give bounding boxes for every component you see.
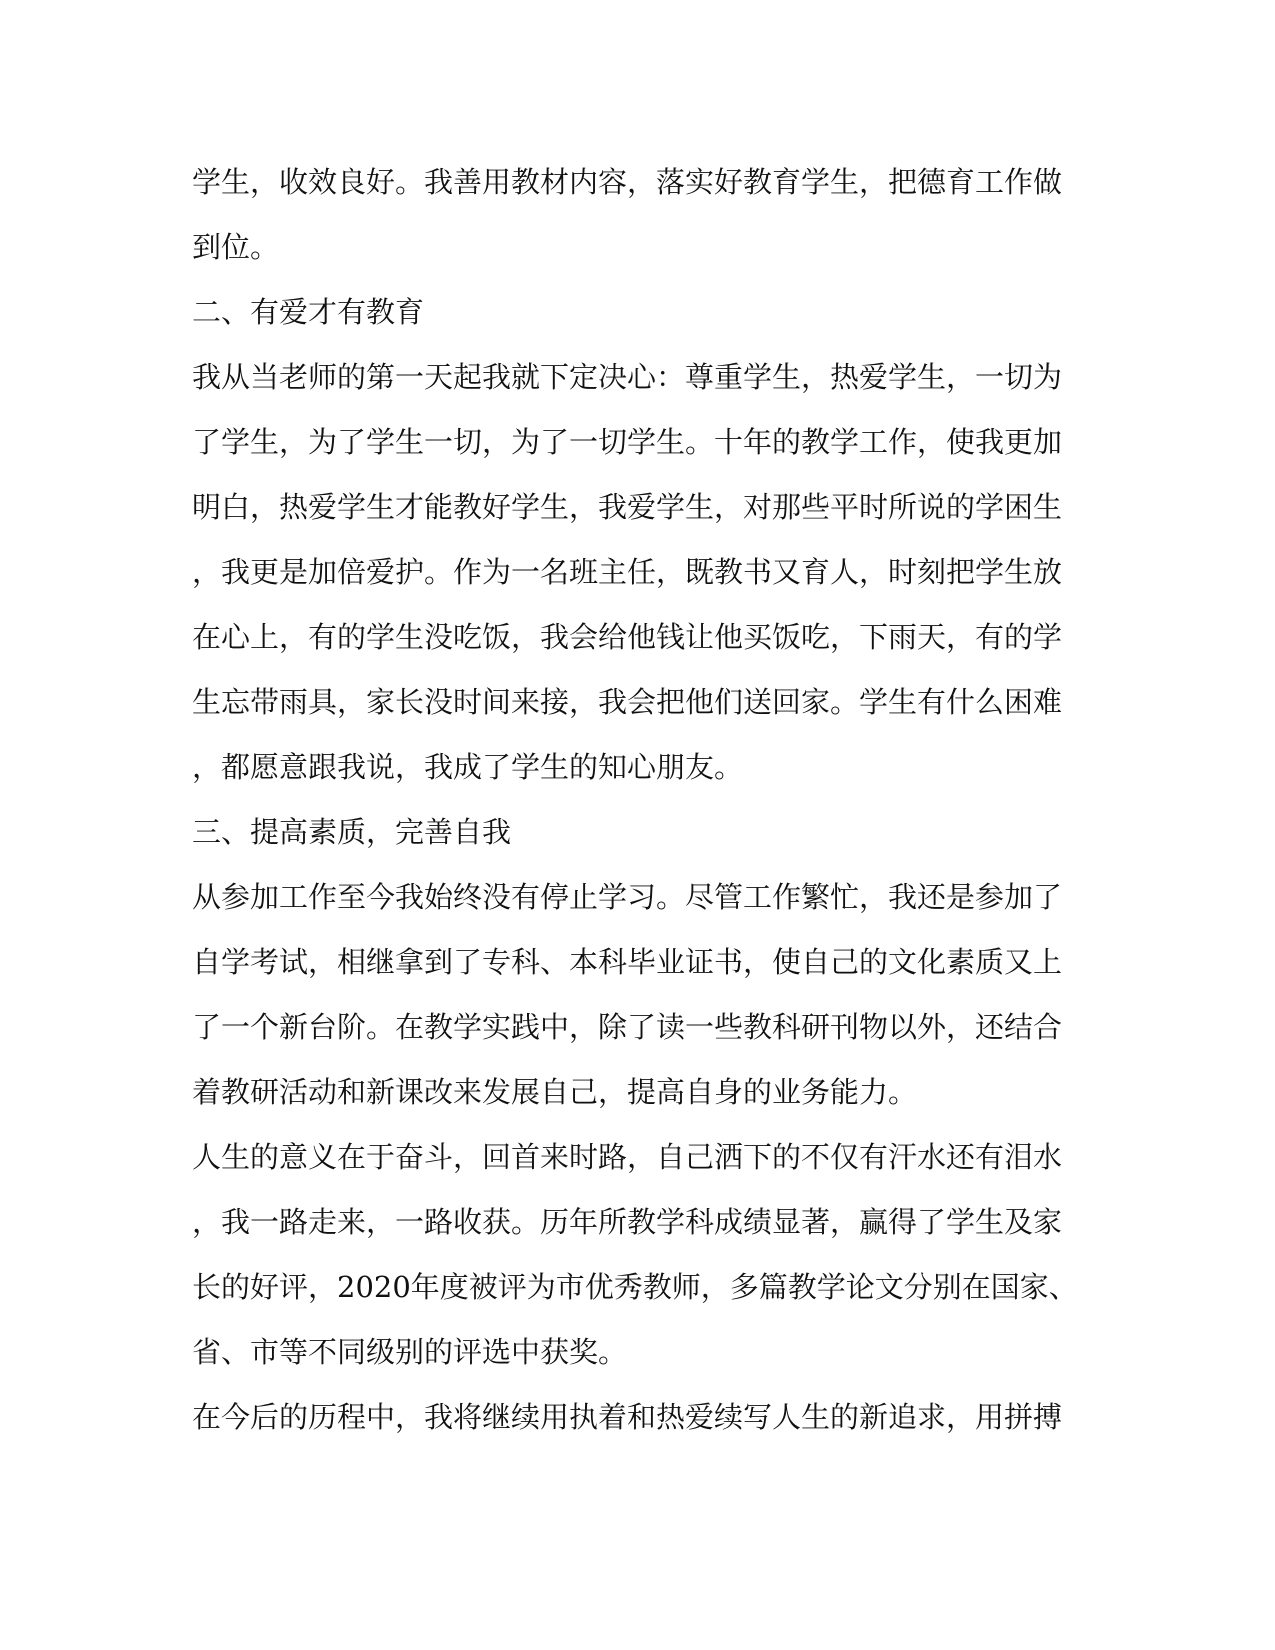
text-line: 着教研活动和新课改来发展自己，提高自身的业务能力。: [192, 1075, 918, 1109]
document-body: [192, 150, 1092, 1450]
section-heading: 二、有爱才有教育: [192, 295, 425, 329]
text-line: 在今后的历程中，我将继续用执着和热爱续写人生的新追求，用拼搏: [192, 1400, 1063, 1434]
text-line: 在心上，有的学生没吃饭，我会给他钱让他买饭吃，下雨天，有的学: [192, 620, 1063, 654]
text-line: 人生的意义在于奋斗，回首来时路，自己洒下的不仅有汗水还有泪水: [192, 1140, 1063, 1174]
text-line: 明白，热爱学生才能教好学生，我爱学生，对那些平时所说的学困生: [192, 490, 1063, 524]
text-line: 生忘带雨具，家长没时间来接，我会把他们送回家。学生有什么困难: [192, 685, 1063, 719]
text-line: 学生，收效良好。我善用教材内容，落实好教育学生，把德育工作做: [192, 165, 1063, 199]
text-line: ，我更是加倍爱护。作为一名班主任，既教书又育人，时刻把学生放: [192, 555, 1063, 589]
section-heading: 三、提高素质，完善自我: [192, 815, 512, 849]
text-line: 从参加工作至今我始终没有停止学习。尽管工作繁忙，我还是参加了: [192, 880, 1063, 914]
text-line: 到位。: [192, 230, 280, 264]
text-line: 省、市等不同级别的评选中获奖。: [192, 1335, 628, 1369]
text-line: 自学考试，相继拿到了专科、本科毕业证书，使自己的文化素质又上: [192, 945, 1063, 979]
text-line: 了学生，为了学生一切，为了一切学生。十年的教学工作，使我更加: [192, 425, 1063, 459]
text-line: 长的好评，2020年度被评为市优秀教师，多篇教学论文分别在国家、: [192, 1270, 1078, 1304]
text-line: 我从当老师的第一天起我就下定决心：尊重学生，热爱学生，一切为: [192, 360, 1063, 394]
text-line: ，我一路走来，一路收获。历年所教学科成绩显著，赢得了学生及家: [192, 1205, 1063, 1239]
text-line: ，都愿意跟我说，我成了学生的知心朋友。: [192, 750, 744, 784]
text-line: 了一个新台阶。在教学实践中，除了读一些教科研刊物以外，还结合: [192, 1010, 1063, 1044]
